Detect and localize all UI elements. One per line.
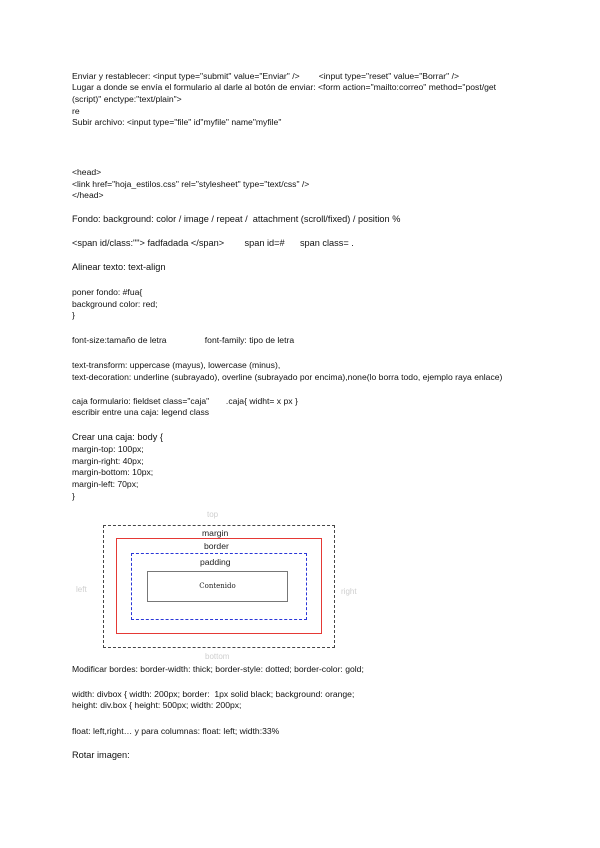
padding-label: padding bbox=[200, 557, 231, 567]
text-line: margin-right: 40px; bbox=[72, 456, 144, 466]
box-model-diagram bbox=[70, 508, 370, 664]
text-line: Crear una caja: body { bbox=[72, 432, 163, 442]
text-line: Subir archivo: <input type="file" id"myfile" name"myfile" bbox=[72, 117, 282, 127]
box-right-label: right bbox=[341, 587, 357, 596]
text-line: Lugar a donde se envía el formulario al darle al botón de enviar: <form action="mailto:correo" method="post/get bbox=[72, 82, 497, 92]
text-line: <link href="hoja_estilos.css" rel="stylesheet" type="text/css" /> bbox=[72, 179, 310, 189]
text-line: caja formulario: fieldset class="caja" .caja{ widht= x px } bbox=[72, 396, 298, 406]
text-line: } bbox=[72, 310, 75, 320]
text-line: Modificar bordes: border-width: thick; border-style: dotted; border-color: gold; bbox=[72, 664, 364, 674]
text-line: Rotar imagen: bbox=[72, 750, 130, 760]
text-line: re bbox=[72, 106, 80, 116]
text-line: float: left,right… y para columnas: float: left; width:33% bbox=[72, 726, 280, 736]
text-line: background color: red; bbox=[72, 299, 158, 309]
text-line: <head> bbox=[72, 167, 102, 177]
text-line: margin-top: 100px; bbox=[72, 444, 144, 454]
text-line: text-transform: uppercase (mayus), lowercase (minus), bbox=[72, 360, 281, 370]
text-line: Enviar y restablecer: <input type="submit" value="Enviar" /> <input type="reset" value="Borrar" /> bbox=[72, 71, 459, 81]
text-line: Alinear texto: text-align bbox=[72, 262, 166, 272]
text-line: font-size:tamaño de letra font-family: tipo de letra bbox=[72, 335, 295, 345]
text-line: poner fondo: #fua{ bbox=[72, 287, 143, 297]
box-top-label: top bbox=[207, 510, 219, 519]
text-line: Fondo: background: color / image / repeat / attachment (scroll/fixed) / position % bbox=[72, 214, 401, 224]
margin-label: margin bbox=[202, 528, 229, 538]
border-label: border bbox=[204, 541, 229, 551]
text-line: margin-left: 70px; bbox=[72, 479, 139, 489]
text-line: </head> bbox=[72, 190, 104, 200]
text-line: (script)" enctype:"text/plain"> bbox=[72, 94, 182, 104]
content-rect bbox=[147, 571, 288, 602]
text-line: <span id/class:""> fadfadada </span> span id=# span class= . bbox=[72, 238, 354, 248]
text-line: escribir entre una caja: legend class bbox=[72, 407, 210, 417]
text-line: } bbox=[72, 491, 75, 501]
box-left-label: left bbox=[76, 585, 87, 594]
text-line: width: divbox { width: 200px; border: 1px solid black; background: orange; bbox=[72, 689, 355, 699]
box-bottom-label: bottom bbox=[205, 652, 230, 661]
text-line: height: div.box { height: 500px; width: 200px; bbox=[72, 700, 242, 710]
text-line: text-decoration: underline (subrayado), overline (subrayado por encima),none(lo borra todo, ejemplo raya enlace) bbox=[72, 372, 503, 382]
text-line: margin-bottom: 10px; bbox=[72, 467, 154, 477]
content-label: Contenido bbox=[199, 582, 236, 590]
